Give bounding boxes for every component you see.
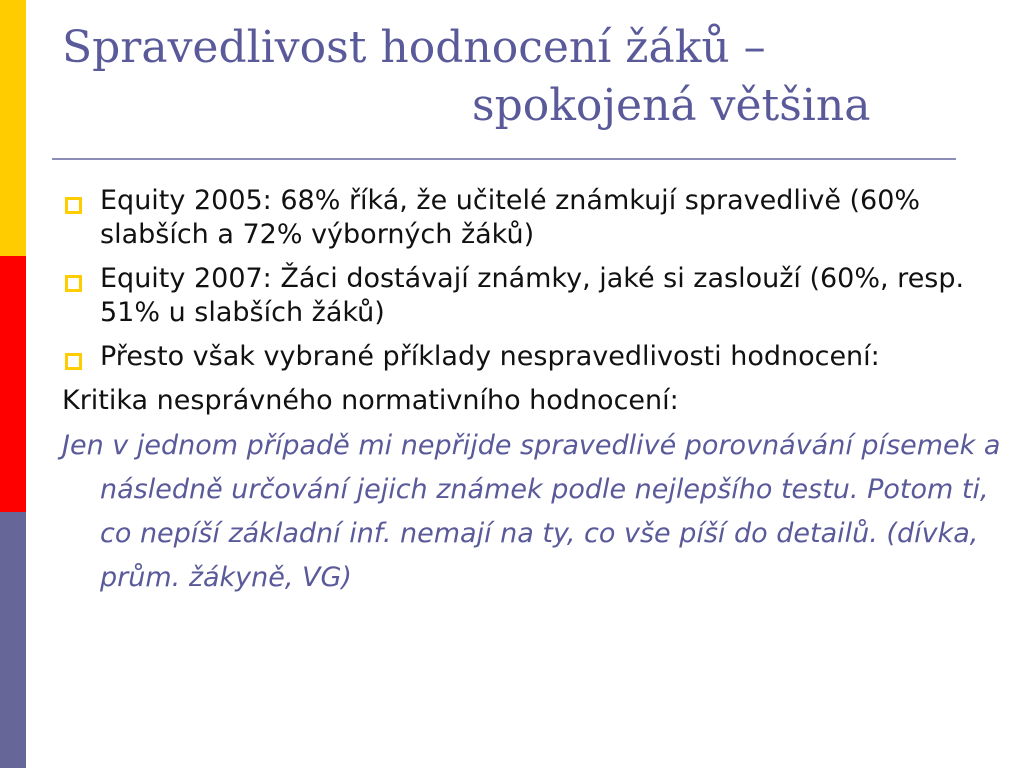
bullet-text: Přesto však vybrané příklady nespravedlivosti hodnocení:: [100, 341, 880, 372]
square-bullet-icon: [65, 197, 82, 214]
bullet-item: [62, 262, 1002, 330]
bullet-text: Equity 2007: Žáci dostávají známky, jaké si zaslouží (60%, resp. 51% u slabších žáků): [100, 263, 965, 328]
square-bullet-icon: [65, 275, 82, 292]
bullet-item: [62, 184, 1002, 252]
bullet-item: [62, 340, 1002, 374]
side-bar-yellow: [0, 0, 26, 256]
student-quote: Jen v jednom případě mi nepřijde spravedlivé porovnávání písemek a následně určování jejich známek podle nejlepšího testu. Potom ti, co nepíší základní inf. nemají na ty, co vše píší do detailů. (dívka, prům. žákyně, VG): [62, 430, 1001, 593]
bullet-text: Equity 2005: 68% říká, že učitelé známkují spravedlivě (60% slabších a 72% výborných žáků): [100, 185, 921, 250]
slide-content: [62, 184, 1002, 600]
subheading: Kritika nesprávného normativního hodnocení:: [62, 385, 679, 416]
slide-title-line2: spokojená většina: [472, 80, 871, 131]
slide-title-line1: Spravedlivost hodnocení žáků –: [62, 22, 766, 73]
square-bullet-icon: [65, 353, 82, 370]
slide-title: [62, 22, 962, 132]
title-divider: [52, 158, 956, 160]
side-bar-red: [0, 256, 26, 512]
side-bar-blue: [0, 512, 26, 768]
